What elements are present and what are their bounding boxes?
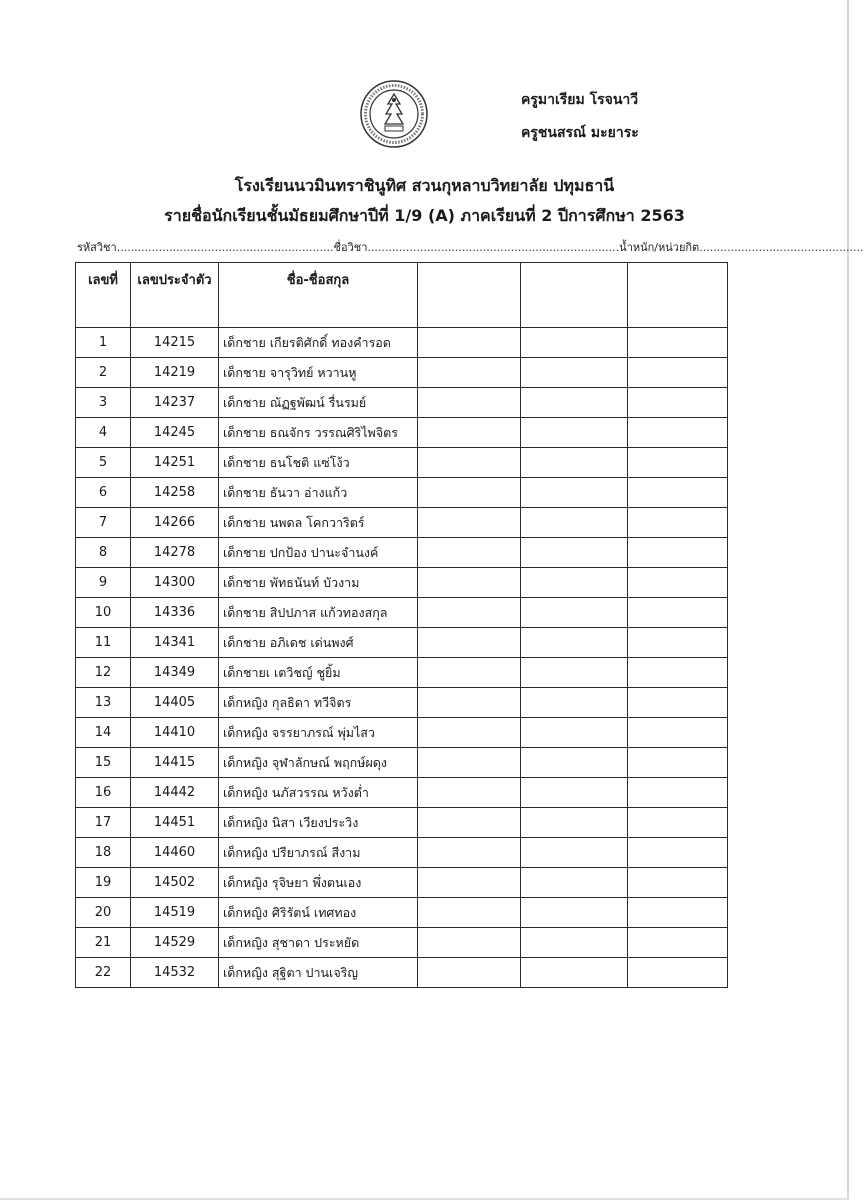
score-cell-2 <box>521 478 628 508</box>
student-no: 18 <box>76 838 131 868</box>
table-row <box>76 598 728 628</box>
student-no: 12 <box>76 658 131 688</box>
score-cell-1 <box>418 358 521 388</box>
table-row <box>76 328 728 358</box>
score-cell-3 <box>628 928 728 958</box>
student-name: เด็กหญิง จรรยาภรณ์ พุ่มไสว <box>219 718 418 748</box>
student-no: 1 <box>76 328 131 358</box>
student-no: 4 <box>76 418 131 448</box>
score-cell-1 <box>418 958 521 988</box>
score-cell-1 <box>418 718 521 748</box>
student-id: 14336 <box>131 598 219 628</box>
student-no: 5 <box>76 448 131 478</box>
score-cell-1 <box>418 928 521 958</box>
table-row <box>76 658 728 688</box>
score-cell-2 <box>521 538 628 568</box>
student-id: 14502 <box>131 868 219 898</box>
student-id: 14519 <box>131 898 219 928</box>
table-row <box>76 448 728 478</box>
student-id: 14300 <box>131 568 219 598</box>
score-cell-3 <box>628 448 728 478</box>
score-cell-1 <box>418 898 521 928</box>
student-name: เด็กชาย ณัฏฐพัฒน์ รื่นรมย์ <box>219 388 418 418</box>
subject-code-label: รหัสวิชา <box>77 241 117 254</box>
header-blank-2 <box>521 263 628 328</box>
score-cell-2 <box>521 808 628 838</box>
student-roster-table <box>75 262 728 988</box>
score-cell-2 <box>521 928 628 958</box>
score-cell-3 <box>628 718 728 748</box>
table-row <box>76 808 728 838</box>
student-name: เด็กชาย พัทธนันท์ บัวงาม <box>219 568 418 598</box>
score-cell-3 <box>628 778 728 808</box>
score-cell-1 <box>418 478 521 508</box>
student-no: 3 <box>76 388 131 418</box>
table-row <box>76 958 728 988</box>
table-row <box>76 898 728 928</box>
score-cell-3 <box>628 418 728 448</box>
table-row <box>76 628 728 658</box>
score-cell-2 <box>521 358 628 388</box>
student-no: 7 <box>76 508 131 538</box>
score-cell-3 <box>628 808 728 838</box>
header-full-name: ชื่อ-ชื่อสกุล <box>219 263 418 328</box>
student-name: เด็กหญิง นภัสวรรณ หวังต่ำ <box>219 778 418 808</box>
student-id: 14251 <box>131 448 219 478</box>
student-name: เด็กชาย เกียรติศักดิ์ ทองคำรอด <box>219 328 418 358</box>
score-cell-3 <box>628 538 728 568</box>
list-title: รายชื่อนักเรียนชั้นมัธยมศึกษาปีที่ 1/9 (A) ภาคเรียนที่ 2 ปีการศึกษา 2563 <box>164 206 685 225</box>
teacher-name-2: ครูชนสรณ์ มะยาระ <box>521 125 639 141</box>
score-cell-1 <box>418 448 521 478</box>
student-id: 14349 <box>131 658 219 688</box>
score-cell-3 <box>628 598 728 628</box>
table-row <box>76 358 728 388</box>
subject-name-dots: ........................................................................ <box>367 241 620 254</box>
table-row <box>76 868 728 898</box>
student-no: 20 <box>76 898 131 928</box>
student-name: เด็กหญิง ปรียาภรณ์ สีงาม <box>219 838 418 868</box>
score-cell-2 <box>521 898 628 928</box>
score-cell-1 <box>418 658 521 688</box>
score-cell-3 <box>628 388 728 418</box>
table-row <box>76 538 728 568</box>
score-cell-2 <box>521 598 628 628</box>
table-header-row <box>76 263 728 328</box>
student-no: 22 <box>76 958 131 988</box>
score-cell-1 <box>418 838 521 868</box>
subject-code-dots: .............................................................. <box>116 241 334 254</box>
student-name: เด็กชาย นพดล โคกวาริตร์ <box>219 508 418 538</box>
student-no: 19 <box>76 868 131 898</box>
student-id: 14219 <box>131 358 219 388</box>
table-row <box>76 388 728 418</box>
score-cell-2 <box>521 838 628 868</box>
student-name: เด็กชาย สิปปภาส แก้วทองสกุล <box>219 598 418 628</box>
header-no: เลขที่ <box>76 263 131 328</box>
score-cell-3 <box>628 688 728 718</box>
student-no: 6 <box>76 478 131 508</box>
student-no: 8 <box>76 538 131 568</box>
credit-dots: ............................................... <box>699 241 864 254</box>
score-cell-3 <box>628 508 728 538</box>
score-cell-3 <box>628 568 728 598</box>
student-id: 14405 <box>131 688 219 718</box>
score-cell-1 <box>418 688 521 718</box>
score-cell-1 <box>418 388 521 418</box>
score-cell-1 <box>418 538 521 568</box>
student-id: 14237 <box>131 388 219 418</box>
score-cell-1 <box>418 808 521 838</box>
roster-body <box>76 328 728 988</box>
student-id: 14529 <box>131 928 219 958</box>
student-name: เด็กชาย จารุวิทย์ หวานหู <box>219 358 418 388</box>
student-no: 10 <box>76 598 131 628</box>
student-name: เด็กหญิง จุฬาลักษณ์ พฤกษ์ผดุง <box>219 748 418 778</box>
subject-name-label: ชื่อวิชา <box>333 241 368 254</box>
student-id: 14410 <box>131 718 219 748</box>
score-cell-2 <box>521 748 628 778</box>
header-blank-3 <box>628 263 728 328</box>
score-cell-1 <box>418 328 521 358</box>
student-name: เด็กชาย ธณจักร วรรณศิริไพจิตร <box>219 418 418 448</box>
score-cell-2 <box>521 418 628 448</box>
table-row <box>76 928 728 958</box>
score-cell-1 <box>418 868 521 898</box>
student-no: 21 <box>76 928 131 958</box>
student-id: 14415 <box>131 748 219 778</box>
score-cell-3 <box>628 868 728 898</box>
student-id: 14215 <box>131 328 219 358</box>
score-cell-1 <box>418 598 521 628</box>
table-row <box>76 838 728 868</box>
student-name: เด็กชาย ธนโชติ แซ่โง้ว <box>219 448 418 478</box>
student-name: เด็กชาย ธันวา อ่างแก้ว <box>219 478 418 508</box>
student-id: 14442 <box>131 778 219 808</box>
student-name: เด็กชาย ปกป้อง ปานะจำนงค์ <box>219 538 418 568</box>
score-cell-3 <box>628 958 728 988</box>
score-cell-1 <box>418 508 521 538</box>
table-row <box>76 508 728 538</box>
score-cell-3 <box>628 898 728 928</box>
school-seal-icon <box>358 78 430 150</box>
table-row <box>76 688 728 718</box>
student-id: 14451 <box>131 808 219 838</box>
credit-label: น้ำหนัก/หน่วยกิต <box>619 241 700 254</box>
student-name: เด็กชาย อภิเดช เด่นพงศ์ <box>219 628 418 658</box>
score-cell-2 <box>521 388 628 418</box>
student-no: 17 <box>76 808 131 838</box>
teacher-names <box>521 84 639 150</box>
score-cell-3 <box>628 838 728 868</box>
table-row <box>76 418 728 448</box>
student-name: เด็กหญิง สุฐิตา ปานเจริญ <box>219 958 418 988</box>
table-row <box>76 748 728 778</box>
score-cell-2 <box>521 718 628 748</box>
student-name: เด็กหญิง สุชาดา ประหยัด <box>219 928 418 958</box>
student-name: เด็กชายเ เตวิชญ์ ชูยิ้ม <box>219 658 418 688</box>
table-row <box>76 568 728 598</box>
score-cell-2 <box>521 568 628 598</box>
score-cell-2 <box>521 448 628 478</box>
student-id: 14266 <box>131 508 219 538</box>
school-title: โรงเรียนนวมินทราชินูทิศ สวนกุหลาบวิทยาลัย ปทุมธานี <box>234 176 615 195</box>
student-name: เด็กหญิง ศิริรัตน์ เทศทอง <box>219 898 418 928</box>
student-no: 11 <box>76 628 131 658</box>
student-id: 14245 <box>131 418 219 448</box>
score-cell-3 <box>628 328 728 358</box>
student-no: 13 <box>76 688 131 718</box>
table-row <box>76 718 728 748</box>
student-id: 14278 <box>131 538 219 568</box>
student-id: 14460 <box>131 838 219 868</box>
score-cell-2 <box>521 628 628 658</box>
student-no: 2 <box>76 358 131 388</box>
score-cell-3 <box>628 748 728 778</box>
student-name: เด็กหญิง กุลธิดา ทวีจิตร <box>219 688 418 718</box>
student-id: 14532 <box>131 958 219 988</box>
score-cell-3 <box>628 358 728 388</box>
score-cell-2 <box>521 688 628 718</box>
score-cell-2 <box>521 868 628 898</box>
score-cell-1 <box>418 748 521 778</box>
score-cell-1 <box>418 628 521 658</box>
score-cell-1 <box>418 778 521 808</box>
score-cell-2 <box>521 958 628 988</box>
student-name: เด็กหญิง นิสา เวียงประวิง <box>219 808 418 838</box>
score-cell-2 <box>521 778 628 808</box>
teacher-name-1: ครูมาเรียม โรจนาวี <box>521 92 639 108</box>
header-blank-1 <box>418 263 521 328</box>
student-id: 14341 <box>131 628 219 658</box>
student-no: 9 <box>76 568 131 598</box>
table-row <box>76 478 728 508</box>
student-no: 15 <box>76 748 131 778</box>
score-cell-2 <box>521 658 628 688</box>
score-cell-1 <box>418 568 521 598</box>
student-no: 16 <box>76 778 131 808</box>
score-cell-2 <box>521 328 628 358</box>
student-no: 14 <box>76 718 131 748</box>
header-student-id: เลขประจำตัว <box>131 263 219 328</box>
table-row <box>76 778 728 808</box>
score-cell-1 <box>418 418 521 448</box>
student-name: เด็กหญิง รุจิษยา พึ่งตนเอง <box>219 868 418 898</box>
subject-info-line <box>77 238 864 256</box>
student-id: 14258 <box>131 478 219 508</box>
score-cell-3 <box>628 628 728 658</box>
score-cell-2 <box>521 508 628 538</box>
score-cell-3 <box>628 658 728 688</box>
score-cell-3 <box>628 478 728 508</box>
